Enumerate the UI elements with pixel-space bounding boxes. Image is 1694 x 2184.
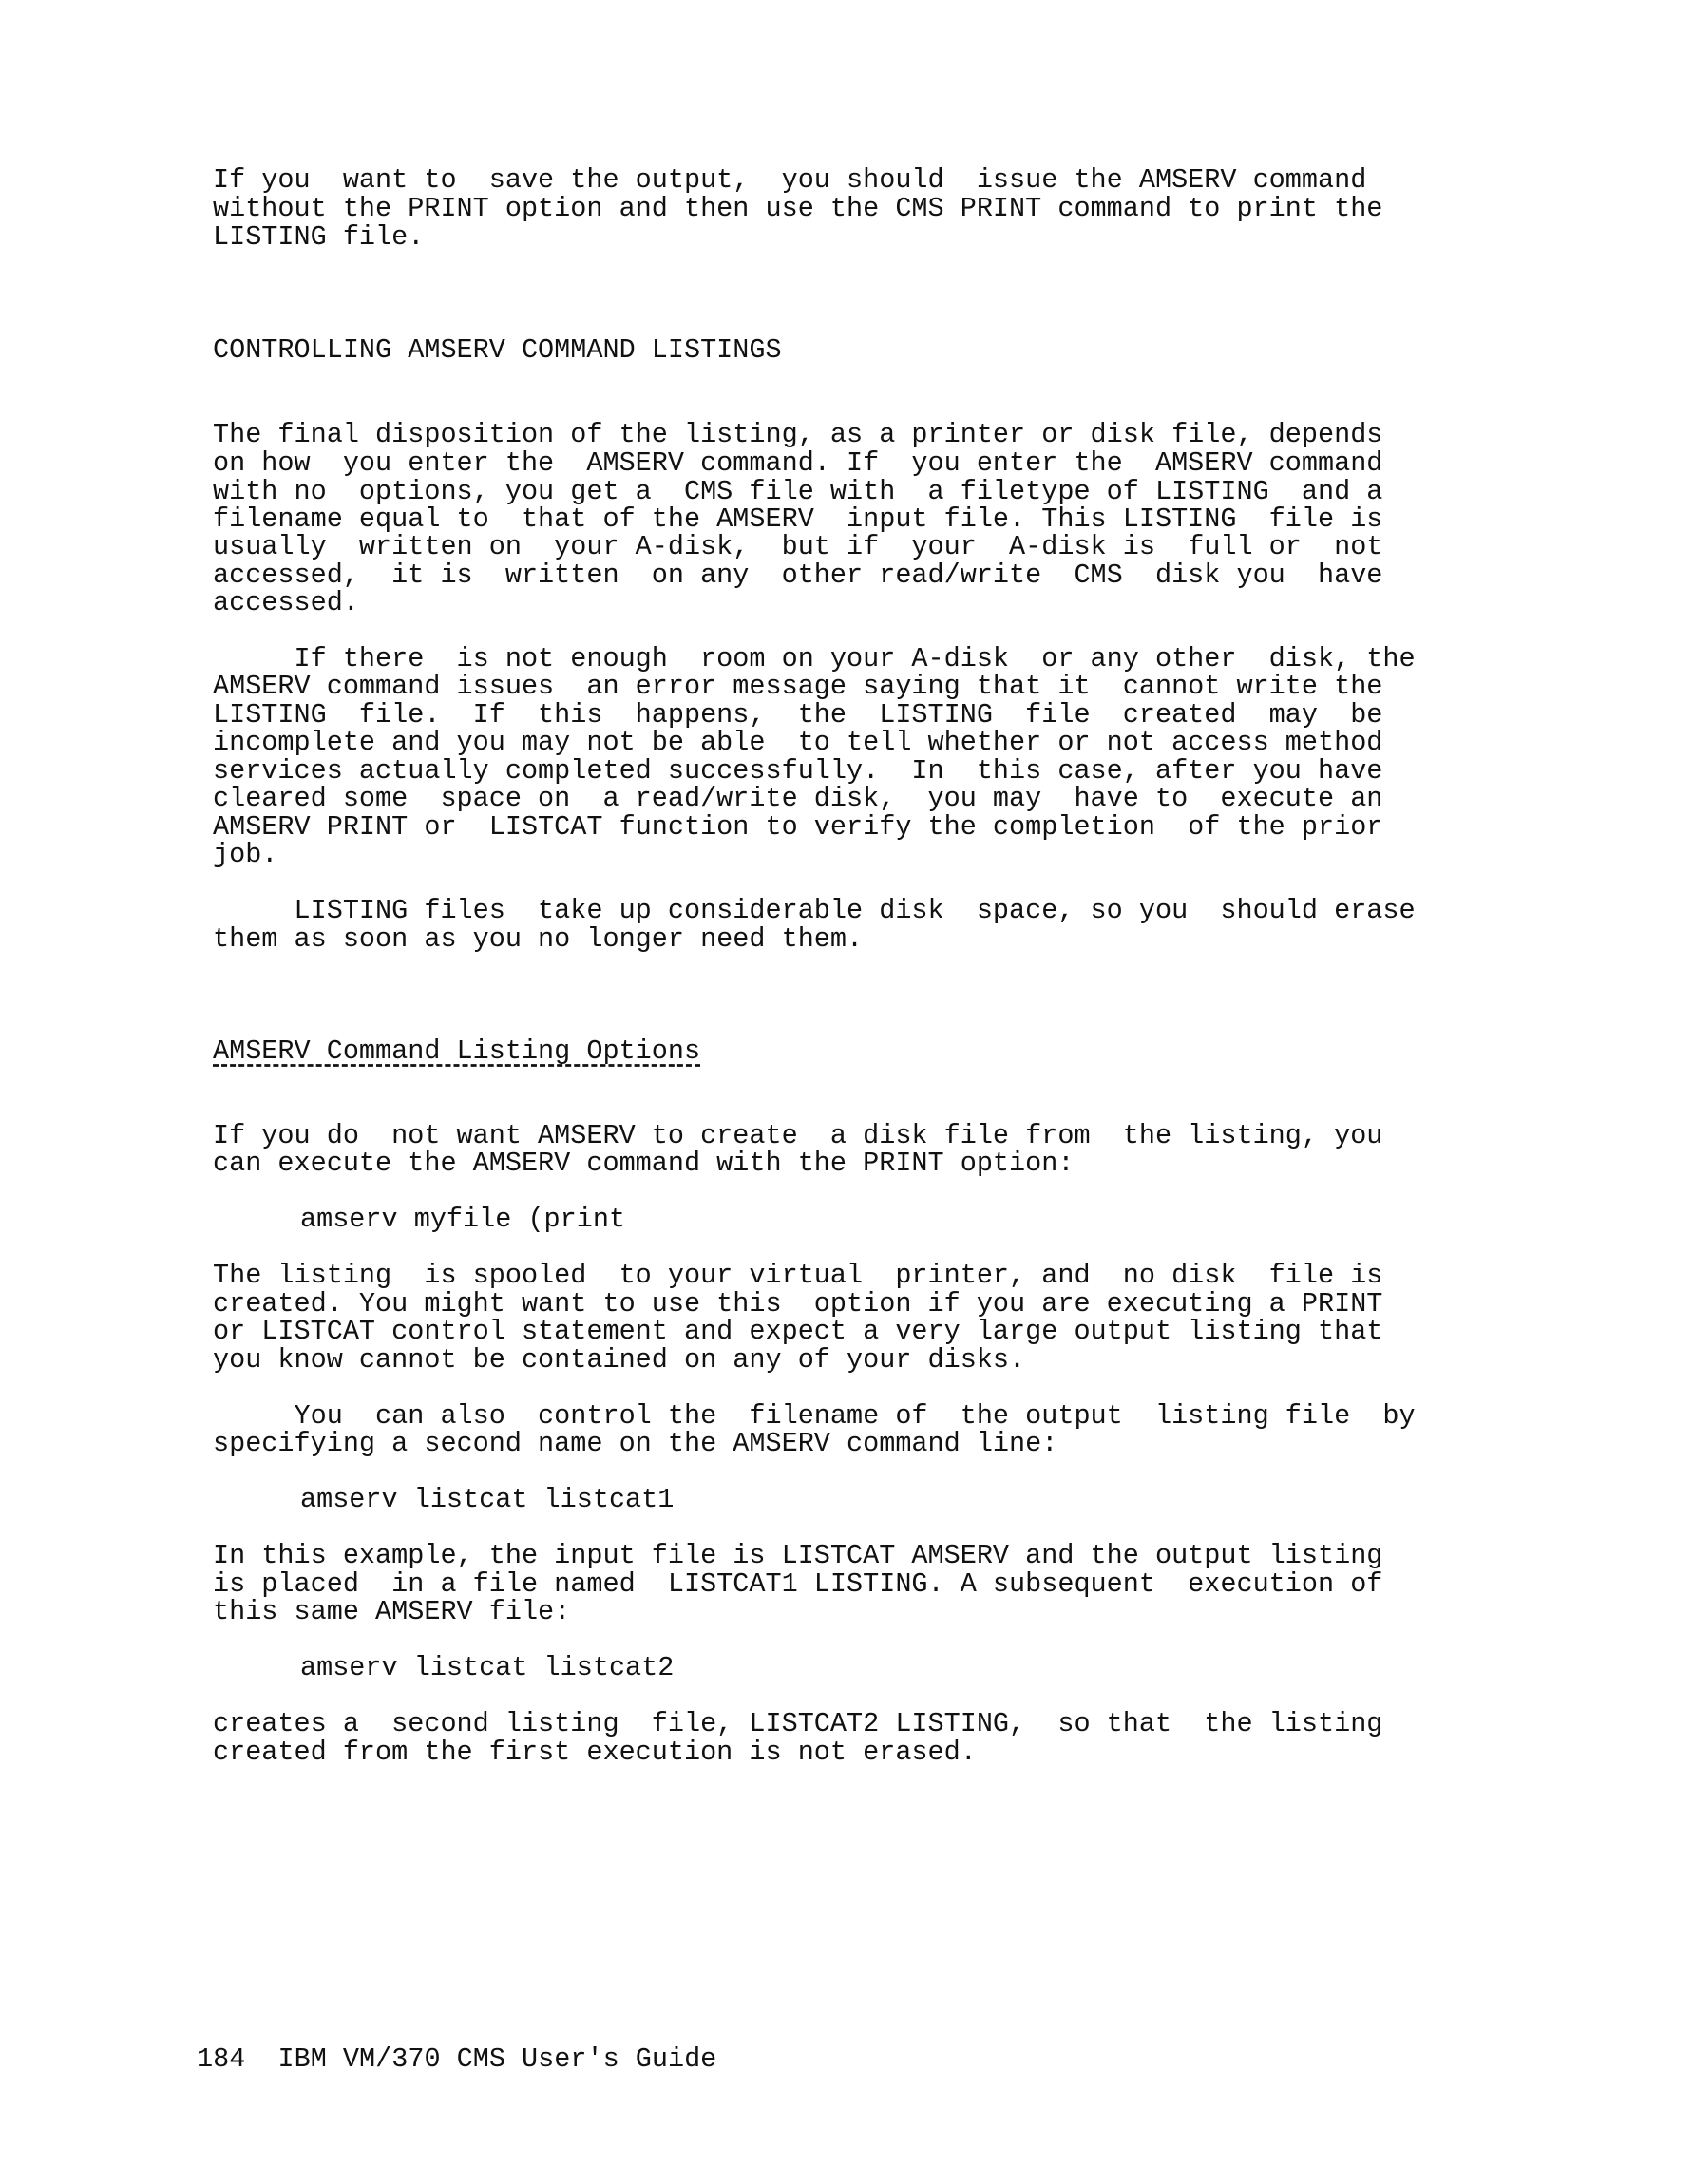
- code-example: amserv listcat listcat2: [300, 1652, 675, 1683]
- paragraph-line: accessed, it is written on any other read/write CMS disk you have: [213, 560, 1383, 591]
- section-heading: CONTROLLING AMSERV COMMAND LISTINGS: [213, 334, 782, 366]
- code-example: amserv listcat listcat1: [300, 1484, 675, 1515]
- paragraph-line: LISTING files take up considerable disk space, so you should erase: [213, 895, 1416, 926]
- paragraph-line: The listing is spooled to your virtual printer, and no disk file is: [213, 1260, 1383, 1291]
- paragraph-line: AMSERV command issues an error message saying that it cannot write the: [213, 671, 1383, 702]
- paragraph-line: created. You might want to use this option if you are executing a PRINT: [213, 1288, 1383, 1320]
- paragraph-line: accessed.: [213, 587, 359, 618]
- paragraph-line: The final disposition of the listing, as a printer or disk file, depends: [213, 419, 1383, 450]
- page-footer: 184 IBM VM/370 CMS User's Guide: [197, 2043, 717, 2075]
- code-example: amserv myfile (print: [300, 1204, 626, 1235]
- paragraph-line: is placed in a file named LISTCAT1 LISTING. A subsequent execution of: [213, 1568, 1383, 1600]
- paragraph-line: specifying a second name on the AMSERV command line:: [213, 1428, 1058, 1459]
- paragraph-line: usually written on your A-disk, but if your A-disk is full or not: [213, 531, 1383, 562]
- paragraph-line: LISTING file. If this happens, the LISTING file created may be: [213, 699, 1383, 731]
- paragraph-line: creates a second listing file, LISTCAT2 LISTING, so that the listing: [213, 1708, 1383, 1739]
- paragraph-line: In this example, the input file is LISTCAT AMSERV and the output listing: [213, 1540, 1383, 1571]
- paragraph-line: them as soon as you no longer need them.: [213, 923, 864, 955]
- paragraph-line: created from the first execution is not erased.: [213, 1737, 977, 1768]
- paragraph-line: If there is not enough room on your A-disk or any other disk, the: [213, 643, 1416, 674]
- paragraph-line: incomplete and you may not be able to tell whether or not access method: [213, 727, 1383, 758]
- subsection-heading: AMSERV Command Listing Options: [213, 1035, 701, 1067]
- paragraph-line: If you do not want AMSERV to create a disk file from the listing, you: [213, 1120, 1383, 1151]
- paragraph-line: LISTING file.: [213, 221, 425, 253]
- paragraph-line: services actually completed successfully. In this case, after you have: [213, 755, 1383, 787]
- paragraph-line: If you want to save the output, you should issue the AMSERV command: [213, 164, 1367, 196]
- paragraph-line: cleared some space on a read/write disk, you may have to execute an: [213, 783, 1383, 814]
- paragraph-line: this same AMSERV file:: [213, 1596, 571, 1627]
- paragraph-line: can execute the AMSERV command with the PRINT option:: [213, 1148, 1075, 1179]
- paragraph-line: job.: [213, 839, 278, 870]
- paragraph-line: filename equal to that of the AMSERV input file. This LISTING file is: [213, 503, 1383, 535]
- paragraph-line: on how you enter the AMSERV command. If you enter the AMSERV command: [213, 447, 1383, 479]
- paragraph-line: you know cannot be contained on any of your disks.: [213, 1344, 1026, 1376]
- paragraph-line: AMSERV PRINT or LISTCAT function to verify the completion of the prior: [213, 811, 1383, 843]
- paragraph-line: or LISTCAT control statement and expect a very large output listing that: [213, 1316, 1383, 1347]
- paragraph-line: with no options, you get a CMS file with a filetype of LISTING and a: [213, 476, 1383, 507]
- paragraph-line: You can also control the filename of the output listing file by: [213, 1400, 1416, 1432]
- paragraph-line: without the PRINT option and then use the CMS PRINT command to print the: [213, 193, 1383, 224]
